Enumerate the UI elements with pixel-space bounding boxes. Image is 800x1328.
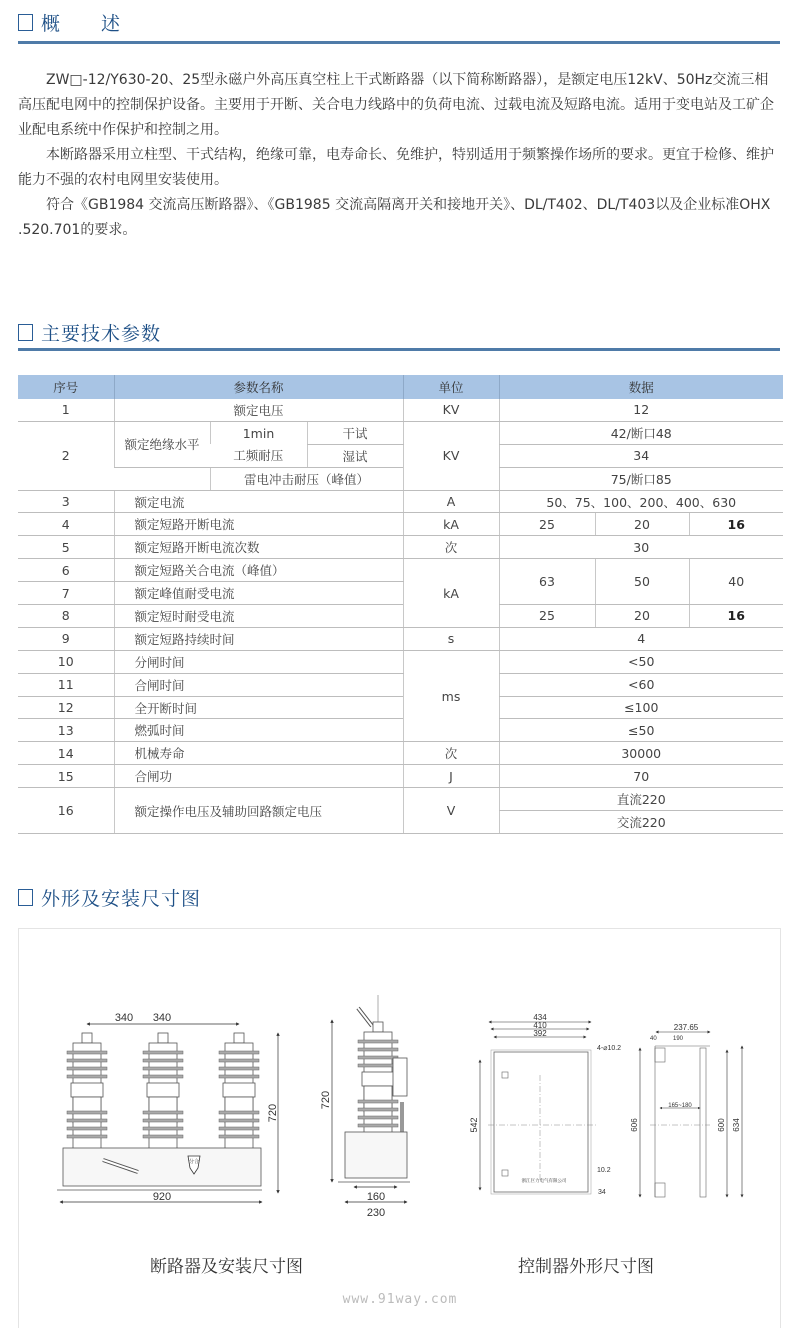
value-cell: <60 <box>499 673 783 696</box>
overview-paragraph: 符合《GB1984 交流高压断路器》、《GB1985 交流高隔离开关和接地开关》、DL/T402、DL/T403以及企业标准OHX .520.701的要求。 <box>18 197 771 238</box>
row-number: 2 <box>18 421 114 490</box>
row-number: 6 <box>18 559 114 582</box>
value-cell: 34 <box>499 444 783 467</box>
bottom-dimension: 34 <box>598 1189 606 1196</box>
height-dimension: 600 <box>717 1118 726 1132</box>
row-number: 3 <box>18 490 114 513</box>
overview-paragraph: 本断路器采用立柱型、干式结构，绝缘可靠，电寿命长、免维护，特别适用于频繁操作场所的要求。更宜于检修、维护能力不强的农村电网里安装使用。 <box>18 147 774 188</box>
height-dimension: 542 <box>469 1117 479 1133</box>
unit-cell: s <box>403 627 499 650</box>
breaker-side-view <box>320 995 410 1219</box>
value-cell: 42/断口48 <box>499 421 783 444</box>
param-name: 全开断时间 <box>114 696 403 719</box>
row-number: 15 <box>18 765 114 788</box>
value-cell: 16 <box>689 513 783 536</box>
param-name: 额定短路开断电流 <box>114 513 403 536</box>
unit-cell: 次 <box>403 536 499 559</box>
value-cell: 63 <box>499 559 595 605</box>
param-name: 合闸时间 <box>114 673 403 696</box>
row-number: 1 <box>18 399 114 421</box>
header-cell: 参数名称 <box>114 375 403 399</box>
row-number: 5 <box>18 536 114 559</box>
width-dimension: 920 <box>152 1191 172 1203</box>
width-dimension: 230 <box>366 1207 386 1219</box>
value-cell: 20 <box>595 605 689 628</box>
flange-dimension: 40 <box>650 1036 657 1042</box>
row-number: 11 <box>18 673 114 696</box>
param-name: 额定操作电压及辅助回路额定电压 <box>114 788 403 834</box>
specs-title: 主要技术参数 <box>41 323 162 345</box>
width-dimension: 410 <box>533 1021 547 1030</box>
unit-cell: V <box>403 788 499 834</box>
row-number: 12 <box>18 696 114 719</box>
overview-paragraph: ZW□-12/Y630-20、25型永磁户外高压真空柱上干式断路器（以下简称断路器），是额定电压12kV、50Hz交流三相高压配电网中的控制保护设备。主要用于开断、关合电力线路中的负荷电流、过载电流及短路电流。适用于变电站及工矿企业配电系统中作保护和控制之用。 <box>18 72 774 138</box>
value-cell: 75/断口85 <box>499 467 783 490</box>
value-cell: 交流220 <box>499 811 783 834</box>
row-number: 10 <box>18 650 114 673</box>
param-sub: 1min <box>210 421 307 444</box>
value-cell: 70 <box>499 765 783 788</box>
value-cell: 40 <box>689 559 783 605</box>
unit-cell: kA <box>403 513 499 536</box>
width-dimension: 434 <box>533 1013 547 1022</box>
value-cell: 30 <box>499 536 783 559</box>
header-cell: 数据 <box>499 375 783 399</box>
param-name: 合闸功 <box>114 765 403 788</box>
unit-cell: KV <box>403 399 499 421</box>
param-sub: 工频耐压 <box>210 444 307 467</box>
value-cell: 50 <box>595 559 689 605</box>
param-name: 额定短路持续时间 <box>114 627 403 650</box>
pitch-dimension: 340 <box>114 1012 134 1024</box>
param-name: 额定短路开断电流次数 <box>114 536 403 559</box>
unit-cell: A <box>403 490 499 513</box>
width-dimension: 160 <box>366 1191 386 1203</box>
value-cell: <50 <box>499 650 783 673</box>
value-cell: 25 <box>499 605 595 628</box>
value-cell: 25 <box>499 513 595 536</box>
param-name: 燃弧时间 <box>114 719 403 742</box>
height-dimension: 606 <box>630 1118 639 1132</box>
row-number: 7 <box>18 582 114 605</box>
pitch-dimension: 340 <box>152 1012 172 1024</box>
value-cell: 直流220 <box>499 788 783 811</box>
value-cell: ≤100 <box>499 696 783 719</box>
indicator-label: 分合 <box>188 1159 200 1165</box>
depth-dimension: 237.65 <box>673 1023 699 1032</box>
value-cell: 50、75、100、200、400、630 <box>499 490 783 513</box>
controller-caption: 控制器外形尺寸图 <box>518 1257 654 1277</box>
row-number: 8 <box>18 605 114 628</box>
height-dimension: 634 <box>732 1118 741 1132</box>
controller-side-view <box>630 1023 742 1197</box>
param-sub: 雷电冲击耐压（峰值） <box>210 467 403 490</box>
row-number: 16 <box>18 788 114 834</box>
param-name: 分闸时间 <box>114 650 403 673</box>
unit-cell: kA <box>403 559 499 628</box>
param-name: 机械寿命 <box>114 742 403 765</box>
unit-cell: 次 <box>403 742 499 765</box>
param-name: 额定短时耐受电流 <box>114 605 403 628</box>
watermark: www.91way.com <box>342 1292 458 1307</box>
hole-offset-dimension: 10.2 <box>597 1167 611 1174</box>
value-cell: ≤50 <box>499 719 783 742</box>
row-number: 14 <box>18 742 114 765</box>
dimensions-title: 外形及安装尺寸图 <box>41 888 202 910</box>
header-cell: 单位 <box>403 375 499 399</box>
unit-cell: KV <box>403 421 499 490</box>
controller-front-view <box>469 1013 621 1196</box>
height-dimension: 720 <box>267 1103 279 1123</box>
row-number: 9 <box>18 627 114 650</box>
nameplate-text: 浙江巨力电气有限公司 <box>521 1178 567 1183</box>
param-name: 额定电压 <box>114 399 403 421</box>
inner-dimension: 190 <box>673 1036 684 1042</box>
hole-spec: 4-⌀10.2 <box>597 1045 622 1052</box>
header-cell: 序号 <box>18 375 114 399</box>
value-cell: 20 <box>595 513 689 536</box>
breaker-front-view <box>57 1012 279 1203</box>
height-dimension: 720 <box>320 1090 332 1110</box>
breaker-caption: 断路器及安装尺寸图 <box>150 1257 303 1277</box>
unit-cell: ms <box>403 650 499 742</box>
value-cell: 12 <box>499 399 783 421</box>
overview-title: 概 述 <box>41 13 122 35</box>
param-name: 额定峰值耐受电流 <box>114 582 403 605</box>
range-dimension: 165~180 <box>668 1103 692 1109</box>
param-sub: 干试 <box>307 421 403 444</box>
param-name: 额定绝缘水平 <box>114 421 210 467</box>
value-cell: 4 <box>499 627 783 650</box>
value-cell: 16 <box>689 605 783 628</box>
param-sub: 湿试 <box>307 444 403 467</box>
value-cell: 30000 <box>499 742 783 765</box>
row-number: 4 <box>18 513 114 536</box>
width-dimension: 392 <box>533 1029 547 1038</box>
param-name: 额定短路关合电流（峰值） <box>114 559 403 582</box>
row-number: 13 <box>18 719 114 742</box>
unit-cell: J <box>403 765 499 788</box>
param-name: 额定电流 <box>114 490 403 513</box>
